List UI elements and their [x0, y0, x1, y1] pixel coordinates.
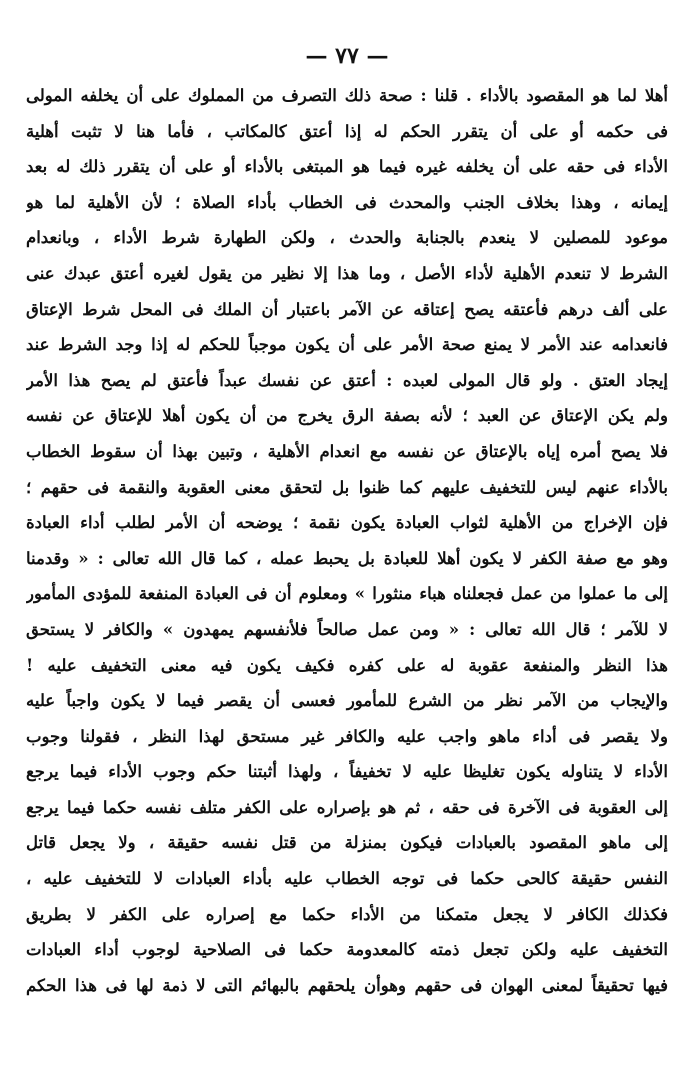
text-line: إلى ماهو المقصود بالعبادات فيكون بمنزلة من قتل نفسه حقيقة ، ولا يجعل قاتل	[26, 833, 668, 853]
text-line: فإن الإخراج من الأهلية لثواب العبادة يكون نقمة ؛ يوضحه أن الأمر لطلب أداء العبادة	[26, 513, 668, 533]
text-line: إيجاد العتق . ولو قال المولى لعبده : أعتق عن نفسك عبداً فأعتق لم يصح هذا الأمر	[26, 370, 668, 390]
text-line: موعود للمصلين لا ينعدم بالجنابة والحدث ، ولكن الطهارة شرط الأداء ، وبانعدام	[26, 228, 668, 248]
text-line: والإيجاب من الآمر نظر من الشرع للمأمور فعسى أن يقصر فيما لا يكون واجباً عليه	[26, 691, 668, 711]
text-line: فانعدامه عند الأمر لا يمنع صحة الأمر على أن يكون موجباً للحكم له إذا وجد الشرط عند	[26, 335, 668, 355]
text-line: لا للآمر ؛ قال الله تعالى : « ومن عمل صالحاً فلأنفسهم يمهدون » والكافر لا يستحق	[26, 619, 668, 639]
text-line: الأداء لا يتناوله يكون تغليظا عليه لا تخفيفاً ، ولهذا أثبتنا حكم وجوب الأداء فيما يرجع	[26, 762, 668, 782]
text-line: إلى العقوبة فى الآخرة فى حقه ، ثم هو بإصراره على الكفر متلف نفسه حكما فيما يرجع	[26, 797, 668, 817]
text-line: فلا يصح أمره إياه بالإعتاق عن نفسه مع انعدام الأهلية ، وتبين بهذا أن سقوط الخطاب	[26, 441, 668, 461]
text-line: ولم يكن الإعتاق عن العبد ؛ لأنه بصفة الرق يخرج من أن يكون أهلا للإعتاق عن نفسه	[26, 406, 668, 426]
text-line: أهلا لما هو المقصود بالأداء . قلنا : صحة ذلك التصرف من المملوك على أن يخلفه المولى	[26, 86, 668, 105]
text-line: التخفيف عليه ولكن تجعل ذمته كالمعدومة حكما فى الصلاحية لوجوب أداء العبادات	[26, 940, 668, 960]
text-line: فكذلك الكافر لا يجعل متمكنا من الأداء حكما مع إصراره على الكفر لا بطريق	[26, 904, 668, 924]
text-line: النفس حقيقة كالحى حكما فى توجه الخطاب عليه بأداء العبادات لا للتخفيف عليه ،	[26, 869, 668, 889]
text-line: الشرط لا تنعدم الأهلية لأداء الأصل ، وما هذا إلا نظير من يقول لغيره أعتق عبدك عنى	[26, 263, 668, 283]
text-line: إلى ما عملوا من عمل فجعلناه هباء منثورا » ومعلوم أن فى العبادة المنفعة للمؤدى المأمور	[26, 584, 668, 604]
page-body	[26, 78, 668, 1003]
text-line: فيها تحقيقاً لمعنى الهوان فى حقهم وهوأن يلحقهم بالبهائم التى لا ذمة لها فى هذا الحكم	[26, 975, 668, 995]
page-number: — ٧٧ —	[305, 43, 389, 69]
text-line: بالأداء عنهم ليس للتخفيف عليهم كما ظنوا بل لتحقق معنى العقوبة والنقمة فى حقهم ؛	[26, 477, 668, 497]
text-line: على ألف درهم فأعتقه يصح إعتاقه عن الآمر باعتبار أن الملك فى المحل شرط الإعتاق	[26, 299, 668, 319]
text-line: الأداء فى حقه على أن يخلفه غيره فيما هو المبتغى بالأداء أو على أن يتقرر ذلك له بعد	[26, 157, 668, 177]
book-page	[26, 40, 668, 1060]
text-line: فى حكمه أو على أن يتقرر الحكم له إذا أعتق كالمكاتب ، فأما هنا لا تثبت أهلية	[26, 121, 668, 141]
text-line: وهو مع صفة الكفر لا يكون أهلا للعبادة بل يحبط عمله ، كما قال الله تعالى : « وقدمنا	[26, 548, 668, 568]
text-line: إيمانه ، وهذا بخلاف الجنب والمحدث فى الخطاب بأداء الصلاة ؛ لأن الأهلية لما هو	[26, 192, 668, 212]
text-line: ولا يقصر فى أداء ماهو واجب عليه والكافر غير مستحق لهذا النظر ، فقولنا وجوب	[26, 726, 668, 746]
text-line: هذا النظر والمنفعة عقوبة له على كفره فكيف يكون فيه معنى التخفيف عليه !	[26, 655, 668, 675]
